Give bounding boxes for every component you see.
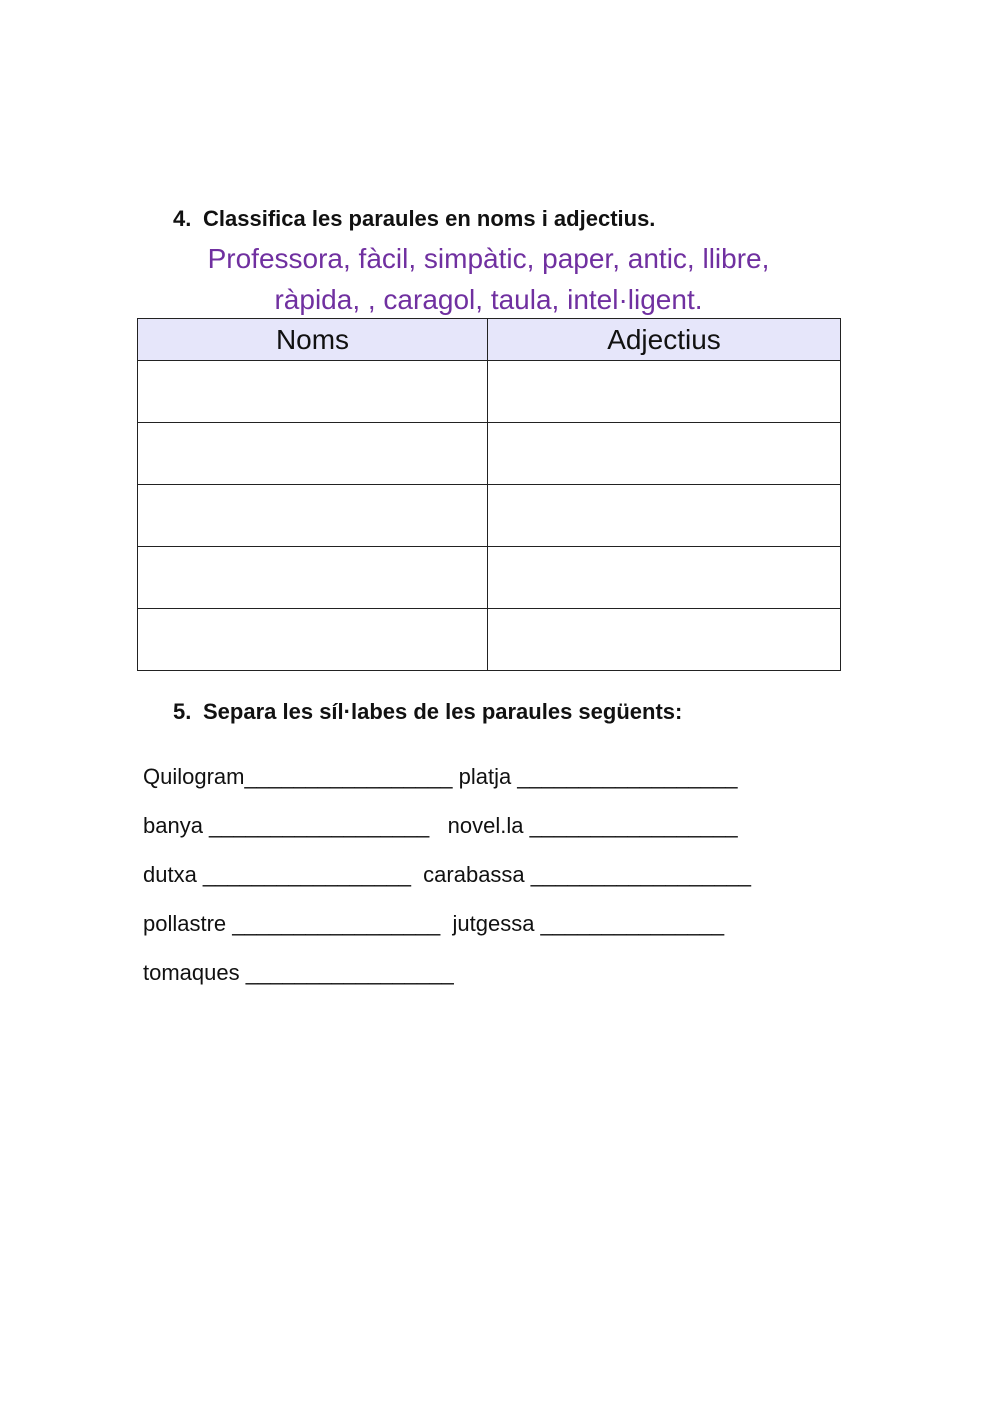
noms-answer-cell[interactable] — [138, 361, 488, 423]
table-header-row — [138, 319, 841, 361]
word-list-line-2: ràpida, , caragol, taula, intel·ligent. — [274, 284, 703, 315]
syllable-line-2[interactable]: banya __________________ novel.la _________________ — [143, 813, 738, 838]
question-4-text: Classifica les paraules en noms i adjectius. — [203, 206, 656, 231]
question-4-title — [173, 206, 655, 232]
syllable-line-1[interactable]: Quilogram_________________ platja __________________ — [143, 764, 738, 789]
table-row — [138, 423, 841, 485]
header-adjectius: Adjectius — [488, 319, 841, 361]
question-5-text: Separa les síl·labes de les paraules següents: — [203, 699, 683, 724]
adjectius-answer-cell[interactable] — [488, 547, 841, 609]
table-row — [138, 609, 841, 671]
noms-answer-cell[interactable] — [138, 485, 488, 547]
table-row — [138, 361, 841, 423]
word-list-line-1: Professora, fàcil, simpàtic, paper, antic, llibre, — [207, 243, 770, 274]
noms-answer-cell[interactable] — [138, 609, 488, 671]
syllable-line-5[interactable]: tomaques _________________ — [143, 960, 454, 985]
adjectius-answer-cell[interactable] — [488, 423, 841, 485]
table-row — [138, 547, 841, 609]
classification-table — [137, 318, 841, 671]
table-row — [138, 485, 841, 547]
question-5-number: 5. — [173, 699, 192, 724]
syllable-line-4[interactable]: pollastre _________________ jutgessa _______________ — [143, 911, 725, 936]
question-4-number: 4. — [173, 206, 192, 231]
adjectius-answer-cell[interactable] — [488, 361, 841, 423]
syllable-line-3[interactable]: dutxa _________________ carabassa __________________ — [143, 862, 752, 887]
adjectius-answer-cell[interactable] — [488, 485, 841, 547]
noms-answer-cell[interactable] — [138, 547, 488, 609]
noms-answer-cell[interactable] — [138, 423, 488, 485]
question-5-title — [173, 699, 682, 725]
adjectius-answer-cell[interactable] — [488, 609, 841, 671]
header-noms: Noms — [138, 319, 488, 361]
